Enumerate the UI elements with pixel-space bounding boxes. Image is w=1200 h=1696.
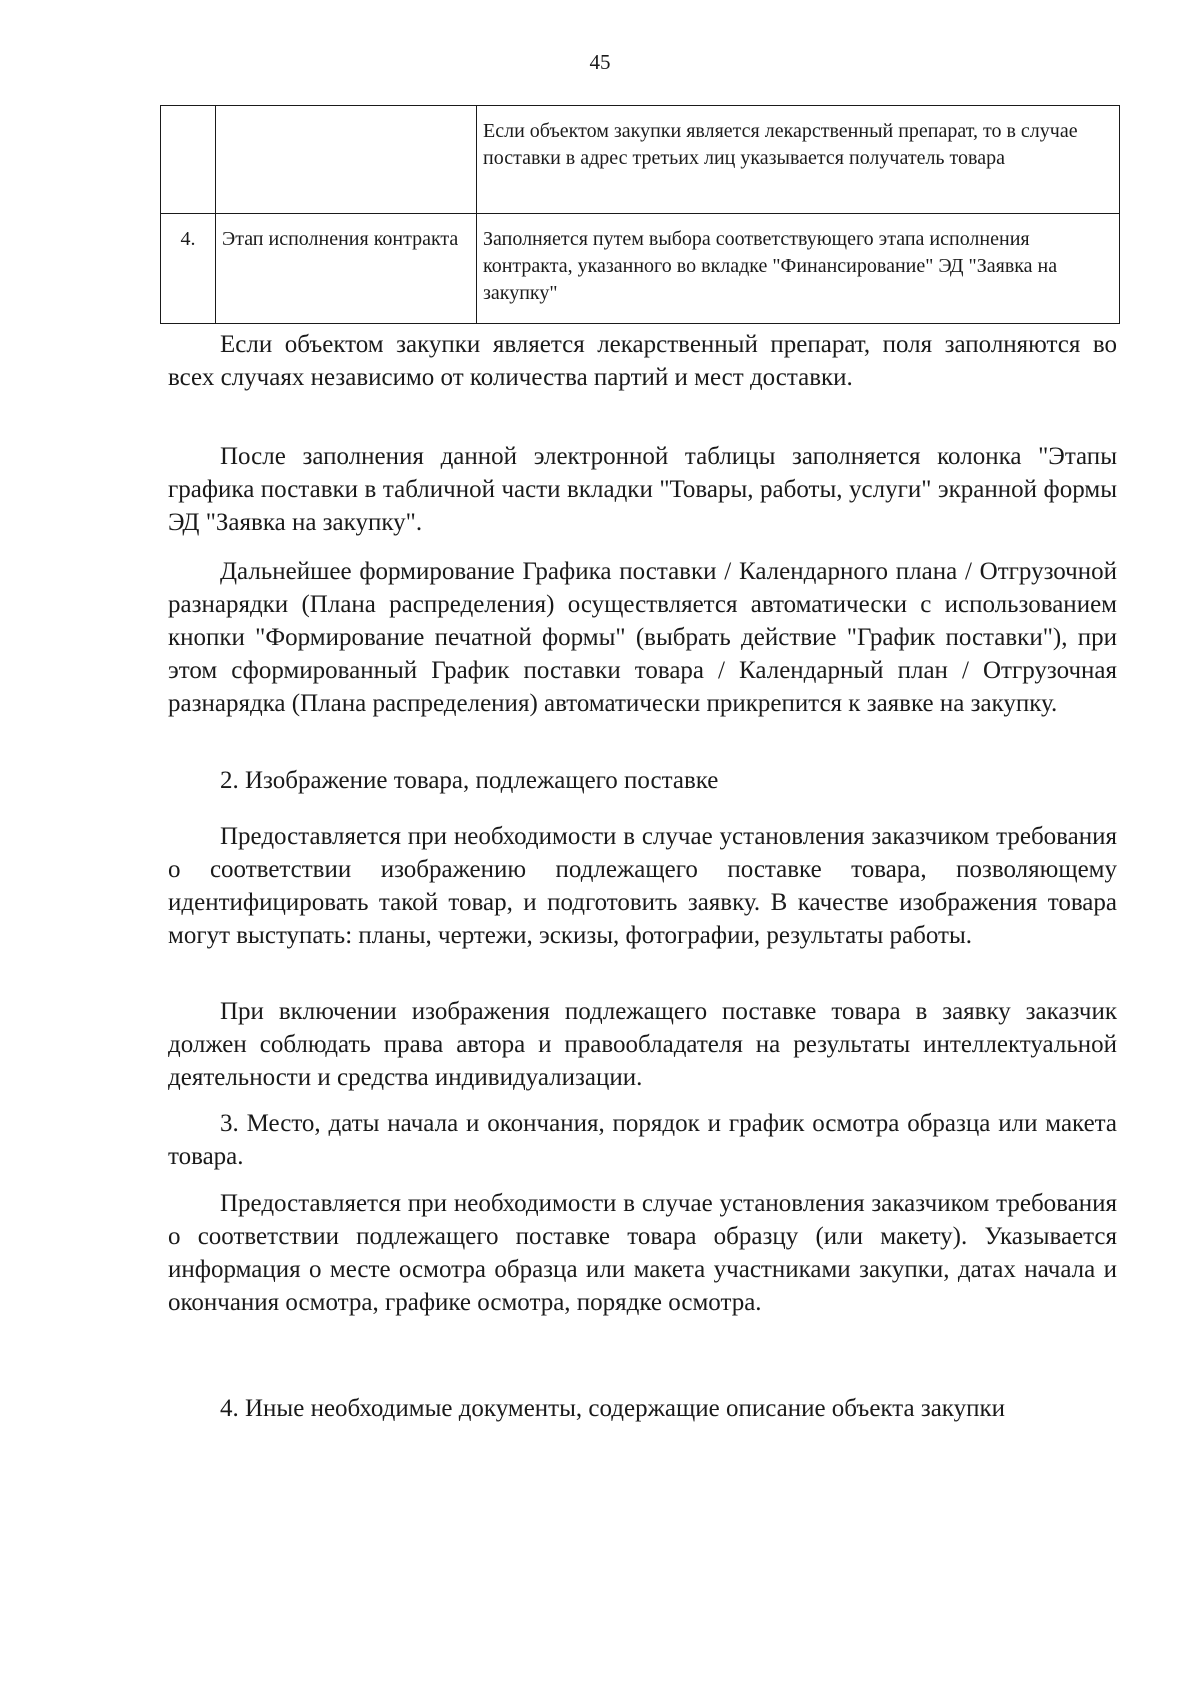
paragraph: Предоставляется при необходимости в случае установления заказчиком требования о соответствии подлежащего поставке товара образцу (или макету). Указывается информация о месте осмотра образца или макета участниками закупки, датах начала и окончания осмотра, графике осмотра, порядке осмотра. <box>168 1190 1117 1316</box>
section-heading: 3. Место, даты начала и окончания, порядок и график осмотра образца или макета товара. <box>168 1110 1117 1170</box>
spec-table <box>160 105 1120 324</box>
field-name-cell <box>216 106 477 214</box>
field-description-cell: Если объектом закупки является лекарственный препарат, то в случае поставки в адрес третьих лиц указывается получатель товара <box>477 106 1120 214</box>
paragraph: После заполнения данной электронной таблицы заполняется колонка "Этапы графика поставки в табличной части вкладки "Товары, работы, услуги" экранной формы ЭД "Заявка на закупку". <box>168 443 1117 536</box>
row-number-cell: 4. <box>161 214 216 324</box>
paragraph: Дальнейшее формирование Графика поставки / Календарного плана / Отгрузочной разнарядки (Плана распределения) осуществляется автоматически с использованием кнопки "Формирование печатной формы" (выбрать действие "График поставки"), при этом сформированный График поставки товара / Календарный план / Отгрузочная разнарядка (Плана распределения) автоматически прикрепится к заявке на закупку. <box>168 558 1117 717</box>
row-number-cell <box>161 106 216 214</box>
paragraph: При включении изображения подлежащего поставке товара в заявку заказчик должен соблюдать права автора и правообладателя на результаты интеллектуальной деятельности и средства индивидуализации. <box>168 998 1117 1091</box>
paragraph: Предоставляется при необходимости в случае установления заказчиком требования о соответствии изображению подлежащего поставке товара, позволяющему идентифицировать такой товар, и подготовить заявку. В качестве изображения товара могут выступать: планы, чертежи, эскизы, фотографии, результаты работы. <box>168 823 1117 949</box>
paragraph-block <box>168 440 1117 539</box>
section-heading-block <box>168 1107 1117 1173</box>
field-description-cell: Заполняется путем выбора соответствующего этапа исполнения контракта, указанного во вкладке "Финансирование" ЭД "Заявка на закупку" <box>477 214 1120 324</box>
section-heading-block <box>168 764 1117 797</box>
paragraph-block <box>168 1187 1117 1319</box>
section-heading-block <box>168 1392 1117 1425</box>
section-heading: 4. Иные необходимые документы, содержащие описание объекта закупки <box>220 1395 1005 1422</box>
table-row <box>161 106 1120 214</box>
field-name-cell: Этап исполнения контракта <box>216 214 477 324</box>
section-heading: 2. Изображение товара, подлежащего поставке <box>220 767 719 794</box>
paragraph-block <box>168 995 1117 1094</box>
table-row <box>161 214 1120 324</box>
paragraph-block <box>168 820 1117 952</box>
paragraph-block <box>168 555 1117 720</box>
paragraph-block <box>168 328 1117 394</box>
paragraph: Если объектом закупки является лекарственный препарат, поля заполняются во всех случаях независимо от количества партий и мест доставки. <box>168 331 1117 391</box>
page-number: 45 <box>589 50 611 74</box>
